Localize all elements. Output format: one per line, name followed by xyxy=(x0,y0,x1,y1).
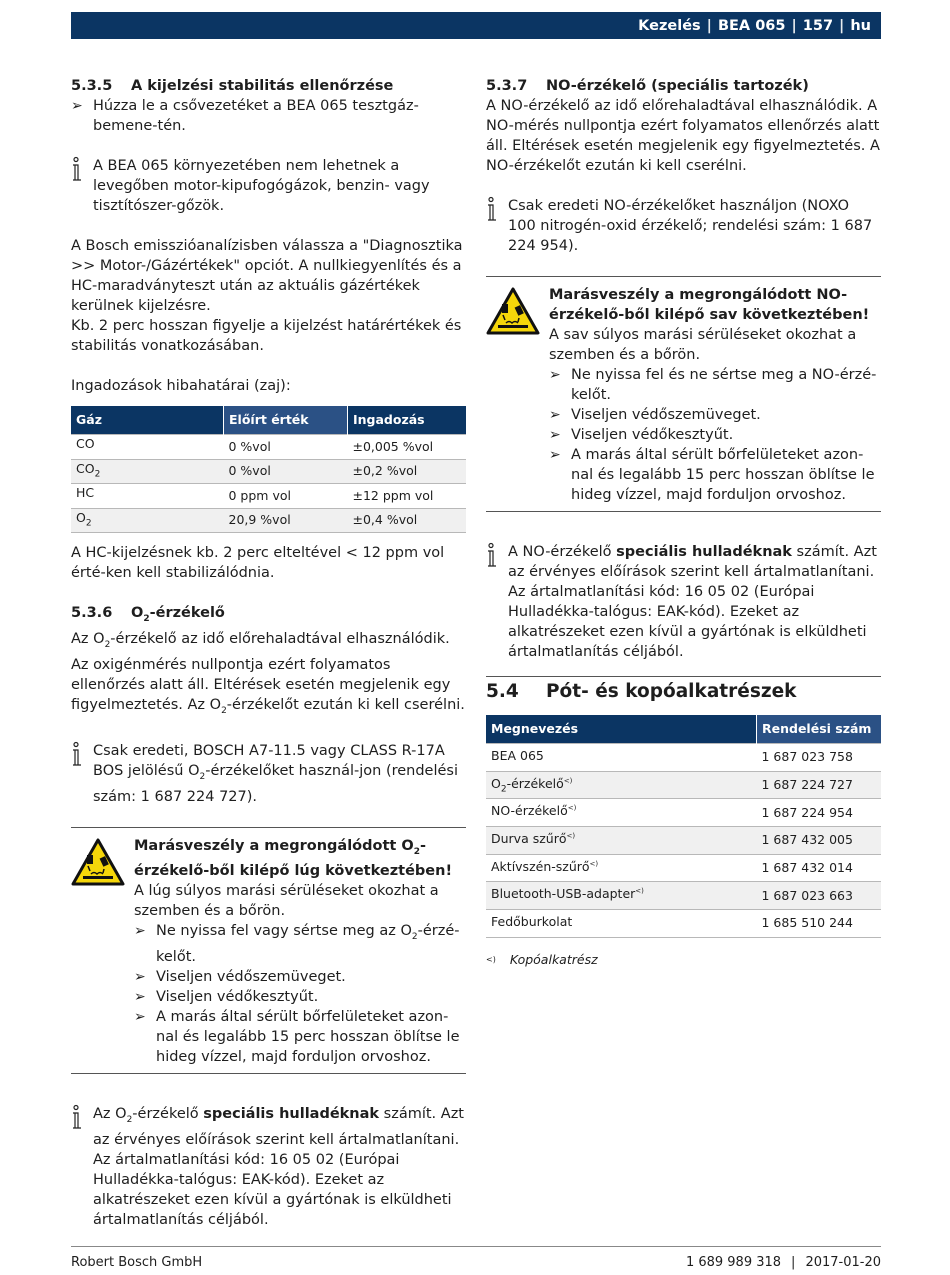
section-title: A kijelzési stabilitás ellenőrzése xyxy=(131,78,394,94)
section-number: 5.3.6 xyxy=(71,605,113,621)
warning-bullet: ➢ A marás által sérült bőrfelületeket azon-nal és legalább 15 perc hosszan öblítse le hideg vízzel, majd forduljon orvoshoz. xyxy=(549,447,875,503)
footer-company: Robert Bosch GmbH xyxy=(71,1255,203,1270)
paragraph: A Bosch emisszióanalízisben válassza a "Diagnosztika >> Motor-/Gázértékek" opciót. A nullkiegyenlítés és a HC-maradványteszt után az aktuális gázértékek kerülnek kijelzésre. xyxy=(71,238,463,314)
table-header-cell: Rendelési szám xyxy=(757,715,882,744)
table-intro: Ingadozások hibahatárai (zaj): xyxy=(71,378,291,394)
table-cell: 0 ppm vol xyxy=(224,484,348,509)
table-cell: 20,9 %vol xyxy=(224,508,348,533)
page-header xyxy=(71,12,881,39)
table-cell: ±0,2 %vol xyxy=(348,459,467,484)
info-icon xyxy=(71,156,93,216)
table-cell: CO xyxy=(71,435,224,460)
header-product: BEA 065 xyxy=(717,17,786,34)
footer-document-number: 1 689 989 318 xyxy=(685,1255,782,1270)
arrow-bullet-icon: ➢ xyxy=(71,98,83,114)
paragraph: A NO-érzékelő az idő előrehaladtával elhasználódik. A NO-mérés nullpontja ezért folyamatos ellenőrzés alatt áll. Eltérések esetén megjelenik egy figyelmeztetés. A NO-érzékelőt ezután ki kell cserélni. xyxy=(486,98,880,174)
footer-date: 2017-01-20 xyxy=(805,1255,881,1270)
table-cell: 1 687 023 663 xyxy=(757,882,882,910)
table-cell: 1 687 224 727 xyxy=(757,771,882,799)
arrow-bullet-icon: ➢ xyxy=(549,427,561,443)
warning-text: A sav súlyos marási sérüléseket okozhat a szemben és a bőrön. xyxy=(549,327,857,363)
note-text: A BEA 065 környezetében nem lehetnek a levegőben motor-kipufogógázok, benzin- vagy tisztítószer-gőzök. xyxy=(93,158,430,214)
left-column xyxy=(71,76,466,1230)
table-cell: Aktívszén-szűrő<) xyxy=(486,854,757,882)
warning-bullet: ➢ Viseljen védőszemüveget. xyxy=(134,969,346,986)
warning-bullet: ➢ Ne nyissa fel és ne sértse meg a NO-érzé-kelőt. xyxy=(549,367,877,403)
paragraph: A HC-kijelzésnek kb. 2 perc elteltével < 12 ppm vol érté-ken kell stabilizálódnia. xyxy=(71,545,445,581)
info-note xyxy=(486,542,881,662)
table-header-row xyxy=(486,715,881,744)
table-cell: 1 687 224 954 xyxy=(757,799,882,827)
arrow-bullet-icon: ➢ xyxy=(549,367,561,383)
table-cell: $O_2-érzékelő^{<)}$ xyxy=(486,771,757,799)
arrow-bullet-icon: ➢ xyxy=(134,969,146,986)
table-cell: BEA 065 xyxy=(486,744,757,772)
table-header-row xyxy=(71,406,466,435)
table-cell: ±0,005 %vol xyxy=(348,435,467,460)
table-cell: 1 685 510 244 xyxy=(757,909,882,937)
footer-separator: | xyxy=(791,1255,796,1270)
noise-limits-table xyxy=(71,406,466,533)
paragraph: Az $O_2$-érzékelő az idő előrehaladtával elhasználódik. Az oxigénmérés nullpontja ezért folyamatos ellenőrzés alatt áll. Eltérések esetén megjelenik egy figyelmeztetés. Az $O_2$-érzékelőt ezután ki kell cserélni. xyxy=(71,630,465,716)
note-text: A NO-érzékelő speciális hulladéknak számít. Azt az érvényes előírások szerint kell ártalmatlanítani. Az ártalmatlanítási kód: 16 05 02 (Európai Hulladékka-talógus: EAK-kód). Ezeket az alkatrészeket ezen kívül a gyártónak is elküldheti ártalmatlanítás céljából. xyxy=(508,544,877,660)
section-number: 5.4 xyxy=(486,681,519,702)
table-cell: 1 687 023 758 xyxy=(757,744,882,772)
section-heading-535 xyxy=(71,76,466,96)
info-icon xyxy=(486,196,508,256)
header-page-number: 157 xyxy=(802,17,834,34)
header-section: Kezelés xyxy=(638,17,701,34)
instruction-bullet xyxy=(71,96,466,136)
table-cell: 0 %vol xyxy=(224,435,348,460)
info-note xyxy=(71,156,466,216)
table-cell: Bluetooth-USB-adapter<) xyxy=(486,882,757,910)
warning-bullet: ➢ Ne nyissa fel vagy sértse meg az $O_2-érzé$-kelőt. xyxy=(134,923,460,966)
section-number: 5.3.5 xyxy=(71,78,113,94)
table-header-cell: Előírt érték xyxy=(224,406,348,435)
table-cell: ±0,4 %vol xyxy=(348,508,467,533)
section-heading-536: 5.3.6 $O_2$-érzékelő xyxy=(71,605,225,624)
table-cell: ±12 ppm vol xyxy=(348,484,467,509)
table-row xyxy=(71,435,466,460)
header-separator: | xyxy=(791,17,797,34)
footer-divider xyxy=(71,1246,881,1247)
footnote-mark: <) xyxy=(486,954,496,964)
table-cell: Fedőburkolat xyxy=(486,909,757,937)
table-row xyxy=(486,744,881,772)
note-text: Csak eredeti NO-érzékelőket használjon (NOXO 100 nitrogén-oxid érzékelő; rendelési szám: 1 687 224 954). xyxy=(508,198,873,254)
warning-bullet: ➢ Viseljen védőkesztyűt. xyxy=(134,989,319,1006)
section-heading-54 xyxy=(486,679,881,705)
arrow-bullet-icon: ➢ xyxy=(549,447,561,463)
corrosive-warning-icon xyxy=(71,836,134,1068)
table-row xyxy=(486,799,881,827)
warning-bullet: ➢ A marás által sérült bőrfelületeket azon-nal és legalább 15 perc hosszan öblítse le hideg vízzel, majd forduljon orvoshoz. xyxy=(134,1009,460,1066)
paragraph: Kb. 2 perc hosszan figyelje a kijelzést határértékek és stabilitás vonatkozásában. xyxy=(71,318,462,354)
footnote-text: Kopóalkatrész xyxy=(509,951,598,967)
warning-text: A lúg súlyos marási sérüléseket okozhat a szemben és a bőrön. xyxy=(134,883,439,920)
corrosive-warning-icon xyxy=(486,285,549,505)
bullet-text: Húzza le a csővezetéket a BEA 065 tesztgáz-bemene-tén. xyxy=(93,98,419,134)
table-row xyxy=(71,484,466,509)
arrow-bullet-icon: ➢ xyxy=(134,1009,146,1026)
note-text: Az $O_2$-érzékelő speciális hulladéknak számít. Azt az érvényes előírások szerint kell ártalmatlanítani. Az ártalmatlanítási kód: 16 05 02 (Európai Hulladékka-talógus: EAK-kód). Ezeket az alkatrészeket ezen kívül a gyártónak is elküldheti ártalmatlanítás céljából. xyxy=(93,1106,464,1229)
table-header-cell: Ingadozás xyxy=(348,406,467,435)
right-column xyxy=(486,76,881,970)
info-note xyxy=(486,196,881,256)
info-note xyxy=(71,741,466,807)
table-cell: 0 %vol xyxy=(224,459,348,484)
table-cell: $O_2$ xyxy=(71,508,224,533)
warning-title: Marásveszély a megrongálódott NO-érzékelő-ből kilépő sav következtében! xyxy=(549,287,870,323)
table-row xyxy=(486,771,881,799)
arrow-bullet-icon: ➢ xyxy=(134,923,146,940)
arrow-bullet-icon: ➢ xyxy=(549,407,561,423)
info-icon xyxy=(71,741,93,807)
table-cell: NO-érzékelő<) xyxy=(486,799,757,827)
table-cell: $CO_2$ xyxy=(71,459,224,484)
arrow-bullet-icon: ➢ xyxy=(134,989,146,1006)
section-heading-537 xyxy=(486,76,881,96)
header-separator: | xyxy=(839,17,845,34)
table-cell: 1 687 432 014 xyxy=(757,854,882,882)
header-separator: | xyxy=(706,17,712,34)
warning-bullet: ➢ Viseljen védőkesztyűt. xyxy=(549,427,734,443)
table-footnote xyxy=(486,950,881,970)
table-row xyxy=(486,909,881,937)
warning-title: Marásveszély a megrongálódott $O_2-érzékelő$-ből kilépő lúg következtében! xyxy=(134,837,453,880)
info-icon xyxy=(486,542,508,662)
section-number: 5.3.7 xyxy=(486,78,528,94)
table-row xyxy=(71,459,466,484)
table-cell: 1 687 432 005 xyxy=(757,826,882,854)
table-header-cell: Megnevezés xyxy=(486,715,757,744)
table-cell: Durva szűrő<) xyxy=(486,826,757,854)
header-language: hu xyxy=(850,17,871,34)
table-row xyxy=(486,854,881,882)
table-row xyxy=(486,882,881,910)
section-title: NO-érzékelő (speciális tartozék) xyxy=(546,78,809,94)
warning-box xyxy=(486,276,881,512)
warning-box xyxy=(71,827,466,1075)
info-icon xyxy=(71,1104,93,1230)
footer-meta xyxy=(686,1253,881,1273)
spare-parts-table xyxy=(486,715,881,938)
table-row xyxy=(486,826,881,854)
table-row xyxy=(71,508,466,533)
info-note xyxy=(71,1104,466,1230)
table-cell: HC xyxy=(71,484,224,509)
note-text: Csak eredeti, BOSCH A7-11.5 vagy CLASS R-17A BOS jelölésű $O_2$-érzékelőket használ-jon (rendelési szám: 1 687 224 727). xyxy=(93,742,459,805)
warning-bullet: ➢ Viseljen védőszemüveget. xyxy=(549,407,761,423)
section-title: Pót- és kopóalkatrészek xyxy=(546,681,797,702)
table-header-cell: Gáz xyxy=(71,406,224,435)
